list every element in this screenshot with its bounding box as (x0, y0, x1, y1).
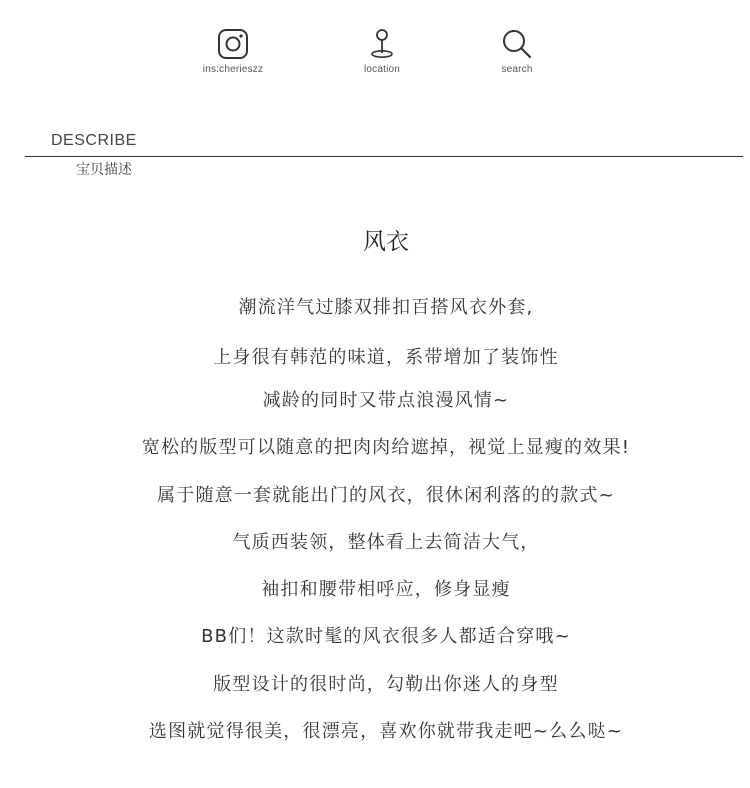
product-title: 风衣 (363, 229, 409, 255)
instagram-icon (217, 28, 249, 60)
description-line: 潮流洋气过膝双排扣百搭风衣外套, (238, 297, 534, 318)
location-link[interactable] (337, 28, 427, 75)
instagram-label: ins:cherieszz (202, 64, 264, 75)
location-pin-icon (366, 28, 398, 60)
location-label: location (363, 64, 401, 75)
description-line: 选图就觉得很美，很漂亮，喜欢你就带我走吧~么么哒~ (148, 721, 624, 742)
description-line: 上身很有韩范的味道，系带增加了装饰性 (213, 347, 559, 368)
section-subheading: 宝贝描述 (76, 162, 132, 178)
search-link[interactable] (472, 28, 562, 75)
description-line: 减龄的同时又带点浪漫风情~ (262, 390, 510, 411)
description-line: BB们！这款时髦的风衣很多人都适合穿哦~ (201, 626, 571, 647)
description-line: 版型设计的很时尚，勾勒出你迷人的身型 (213, 674, 559, 695)
instagram-link[interactable] (188, 28, 278, 75)
divider (25, 156, 743, 157)
description-line: 属于随意一套就能出门的风衣，很休闲利落的的款式~ (157, 485, 615, 506)
search-label: search (501, 64, 533, 75)
description-line: 袖扣和腰带相呼应，修身显瘦 (261, 579, 511, 600)
section-heading: DESCRIBE (51, 132, 137, 149)
description-line: 气质西装领，整体看上去简洁大气， (232, 532, 540, 553)
search-icon (501, 28, 533, 60)
description-line: 宽松的版型可以随意的把肉肉给遮掉，视觉上显瘦的效果! (141, 437, 631, 458)
